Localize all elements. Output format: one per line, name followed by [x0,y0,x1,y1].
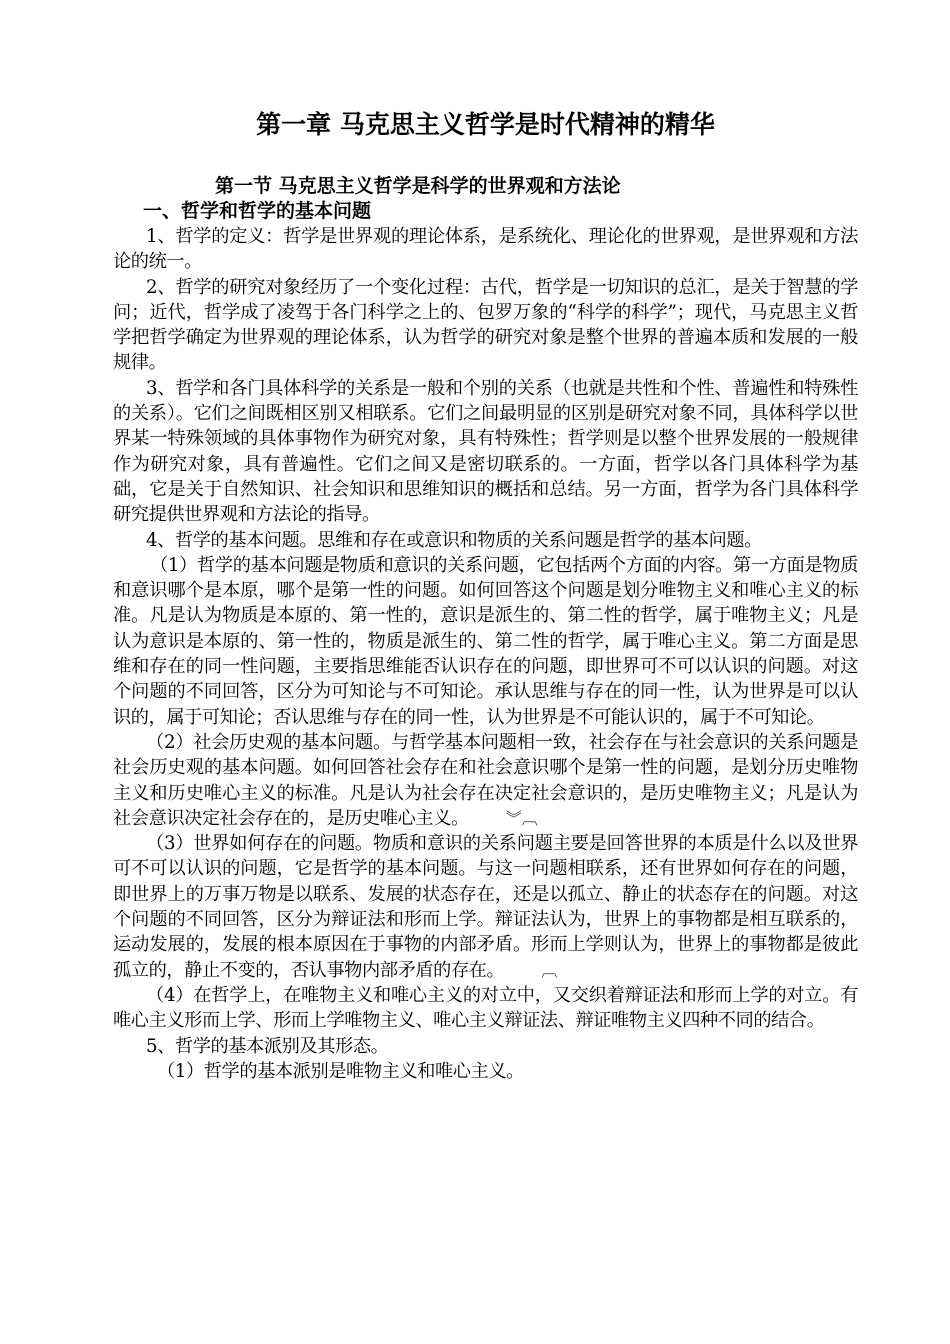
paragraph-research-object: 2、哲学的研究对象经历了一个变化过程：古代，哲学是一切知识的总汇，是关于智慧的学问；近代，哲学成了凌驾于各门科学之上的、包罗万象的“科学的科学”；现代，马克思主义哲学把哲学确定为世界观的理论体系，认为哲学的研究对象是整个世界的普遍本质和发展的一般规律。 [113,276,858,374]
paragraph-science-relation: 3、哲学和各门具体科学的关系是一般和个别的关系（也就是共性和个性、普遍性和特殊性的关系）。它们之间既相区别又相联系。它们之间最明显的区别是研究对象不同，具体科学以世界某一特殊领域的具体事物作为研究对象，具有特殊性；哲学则是以整个世界发展的一般规律作为研究对象，具有普遍性。它们之间又是密切联系的。一方面，哲学以各门具体科学为基础，它是关于自然知识、社会知识和思维知识的概括和总结。另一方面，哲学为各门具体科学研究提供世界观和方法论的指导。 [113,377,858,526]
section-title: 第一节 马克思主义哲学是科学的世界观和方法论 [215,175,621,197]
chapter-title: 第一章 马克思主义哲学是时代精神的精华 [256,110,715,139]
paragraph-definition: 1、哲学的定义：哲学是世界观的理论体系，是系统化、理论化的世界观，是世界观和方法论的统一。 [113,226,858,273]
annotation-mark: ︾︹ [505,808,538,828]
annotation-mark: ︹ [541,960,558,980]
paragraph-schools: 5、哲学的基本派别及其形态。 [146,1035,389,1057]
paragraph-basic-question: 4、哲学的基本问题。思维和存在或意识和物质的关系问题是哲学的基本问题。 [146,529,762,551]
paragraph-basic-question-3-text: （3）世界如何存在的问题。物质和意识的关系问题主要是回答世界的本质是什么以及世界可不可以认识的问题，它是哲学的基本问题。与这一问题相联系，还有世界如何存在的问题，即世界上的万事万物是以联系、发展的状态存在，还是以孤立、静止的状态存在的问题。对这个问题的不同回答，区分为辩证法和形而上学。辩证法认为，世界上的事物都是相互联系的，运动发展的，发展的根本原因在于事物的内部矛盾。形而上学则认为，世界上的事物都是彼此孤立的，静止不变的，否认事物内部矛盾的存在。 [113,833,858,981]
subsection-title: 一、哲学和哲学的基本问题 [143,200,372,222]
document-body [113,110,858,1084]
paragraph-basic-question-1: （1）哲学的基本问题是物质和意识的关系问题，它包括两个方面的内容。第一方面是物质和意识哪个是本原，哪个是第一性的问题。如何回答这个问题是划分唯物主义和唯心主义的标准。凡是认为物质是本原的、第一性的，意识是派生的、第二性的哲学，属于唯物主义；凡是认为意识是本原的、第一性的，物质是派生的、第二性的哲学，属于唯心主义。第二方面是思维和存在的同一性问题，主要指思维能否认识存在的问题，即世界可不可以认识的问题。对这个问题的不同回答，区分为可知论与不可知论。承认思维与存在的同一性，认为世界是可以认识的，属于可知论；否认思维与存在的同一性，认为世界是不可能认识的，属于不可知论。 [113,554,858,728]
paragraph-basic-question-4: （4）在哲学上，在唯物主义和唯心主义的对立中，又交织着辩证法和形而上学的对立。有唯心主义形而上学、形而上学唯物主义、唯心主义辩证法、辩证唯物主义四种不同的结合。 [113,984,858,1032]
paragraph-basic-question-3 [113,831,858,983]
paragraph-basic-question-2-text: （2）社会历史观的基本问题。与哲学基本问题相一致，社会存在与社会意识的关系问题是社会历史观的基本问题。如何回答社会存在和社会意识哪个是第一性的问题，是划分历史唯物主义和历史唯心主义的标准。凡是认为社会存在决定社会意识的，是历史唯物主义；凡是认为社会意识决定社会存在的，是历史唯心主义。 [113,731,858,829]
paragraph-schools-1: （1）哲学的基本派别是唯物主义和唯心主义。 [157,1060,524,1082]
paragraph-basic-question-2 [113,730,858,831]
